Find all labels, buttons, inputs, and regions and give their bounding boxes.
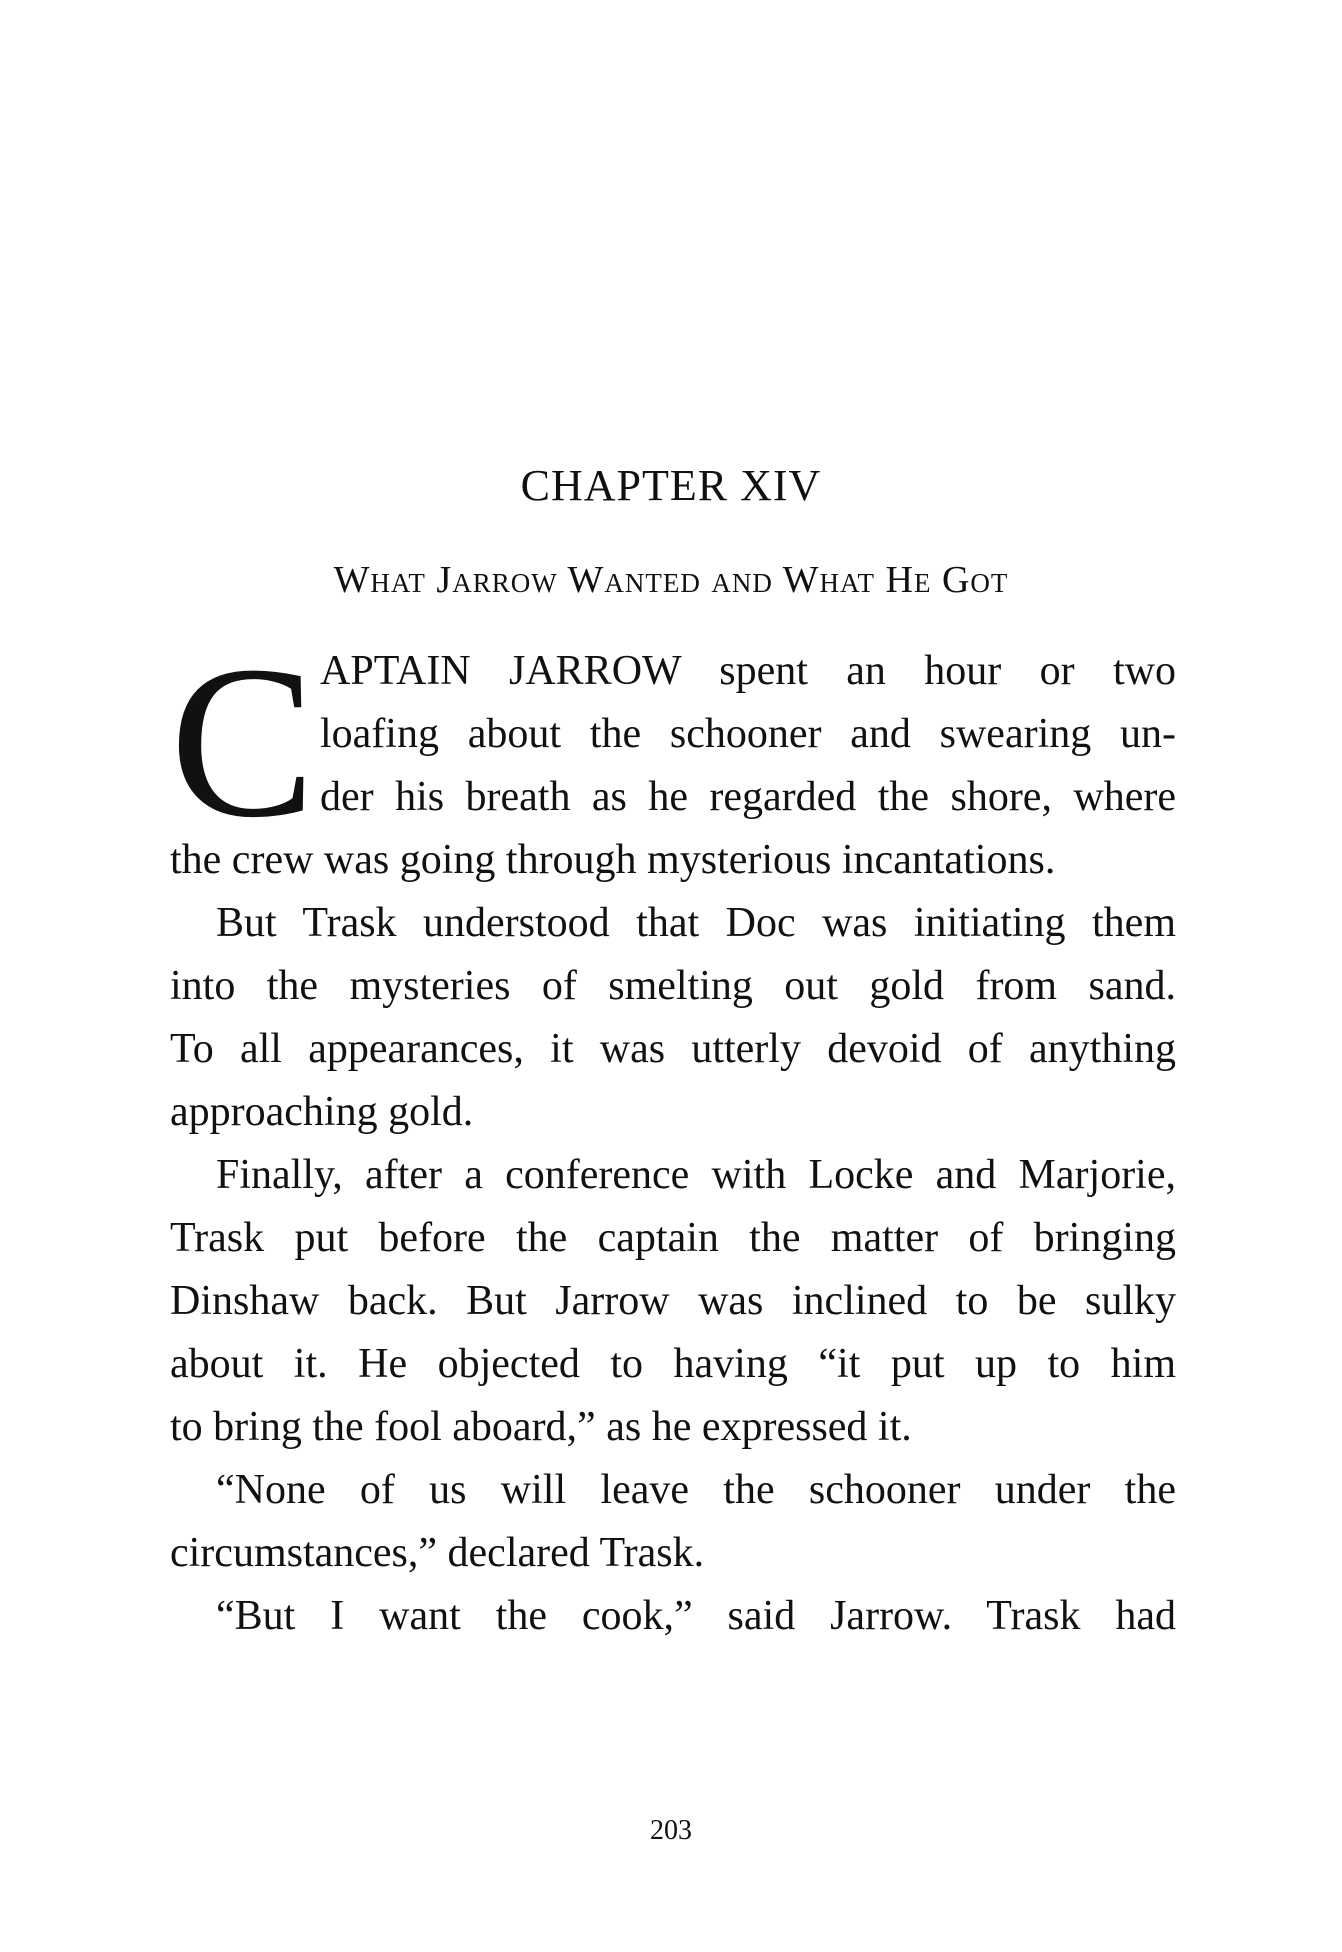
drop-cap-letter: C: [170, 622, 316, 863]
text-line: But Trask understood that Doc was initiating them: [216, 900, 1176, 946]
text-line: to bring the fool aboard,” as he expressed it.: [170, 1404, 912, 1450]
page-number: 203: [650, 1815, 692, 1846]
text-line: approaching gold.: [170, 1089, 474, 1135]
text-line: der his breath as he regarded the shore, where: [320, 774, 1176, 820]
text-line: To all appearances, it was utterly devoid of anything: [170, 1026, 1176, 1072]
text-line: into the mysteries of smelting out gold from sand.: [170, 963, 1176, 1009]
body-text: [170, 622, 1176, 1648]
text-line: loafing about the schooner and swearing un-: [320, 711, 1176, 757]
chapter-number: CHAPTER XIV: [520, 461, 822, 510]
text-line: Trask put before the captain the matter of bringing: [170, 1215, 1176, 1261]
text-line: the crew was going through mysterious incantations.: [170, 837, 1056, 883]
text-line: APTAIN JARROW spent an hour or two: [320, 648, 1176, 694]
text-line: Finally, after a conference with Locke and Marjorie,: [216, 1152, 1176, 1198]
text-line: about it. He objected to having “it put up to him: [170, 1341, 1176, 1387]
text-line: “But I want the cook,” said Jarrow. Trask had: [216, 1593, 1176, 1639]
text-line: Dinshaw back. But Jarrow was inclined to be sulky: [170, 1278, 1176, 1324]
chapter-title: What Jarrow Wanted and What He Got: [333, 559, 1009, 601]
text-line: “None of us will leave the schooner under the: [216, 1467, 1176, 1513]
text-line: circumstances,” declared Trask.: [170, 1530, 705, 1576]
